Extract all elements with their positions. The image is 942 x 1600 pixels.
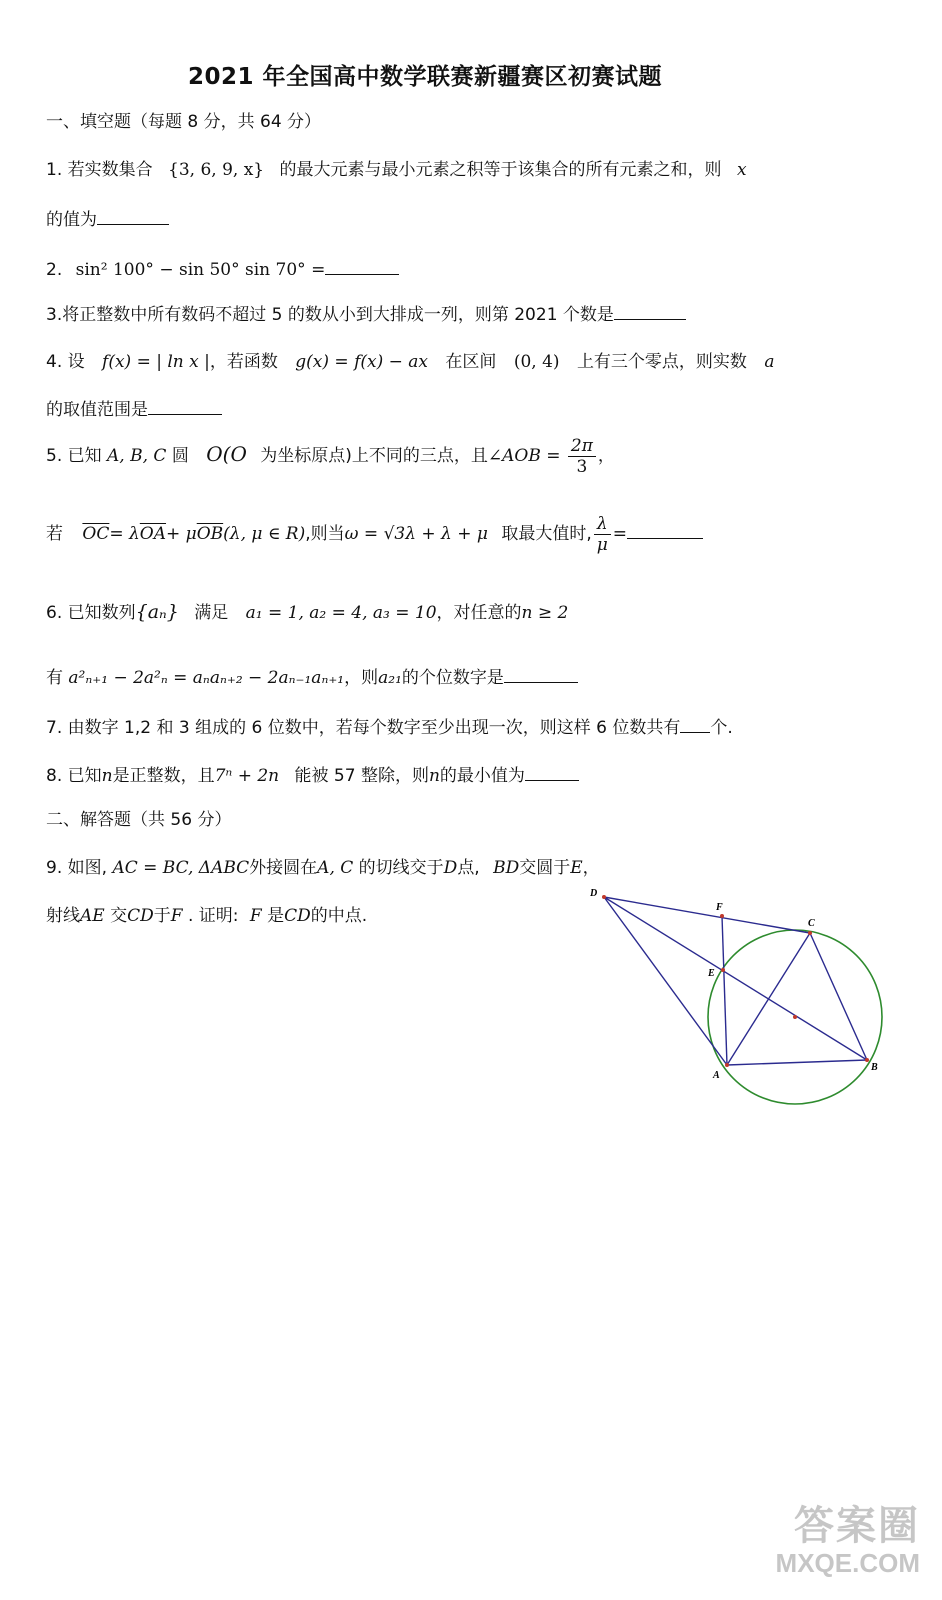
- point-d-dot: [602, 895, 606, 899]
- q9-points-ac: A, C: [317, 858, 354, 878]
- q9-text-j: 是: [267, 906, 285, 926]
- q5-angle: ∠AOB =: [487, 446, 561, 466]
- center-point: [793, 1015, 797, 1019]
- point-c-dot: [808, 931, 812, 935]
- q5-fraction-lambda-mu: [594, 514, 611, 555]
- question-2: [46, 258, 399, 282]
- q7-answer-blank: [680, 731, 710, 733]
- q5-answer-blank: [627, 537, 703, 539]
- question-1-cont: [46, 208, 169, 232]
- q8-text-b: 是正整数，且: [112, 766, 215, 786]
- question-5: [46, 432, 615, 478]
- q6-text-d: 有: [46, 668, 63, 688]
- question-5-cont: [46, 510, 703, 558]
- q5-eq2: =: [612, 524, 628, 544]
- question-1: [46, 158, 747, 182]
- q6-text-e: ，则: [344, 668, 379, 688]
- label-e: E: [708, 968, 715, 979]
- q5-text-c: 为坐标原点)上不同的三点，且: [260, 446, 488, 466]
- segment-db: [604, 897, 867, 1060]
- q5-fraction-2pi-3: [568, 436, 596, 477]
- segment-da: [604, 897, 727, 1065]
- segment-ab: [727, 1060, 867, 1065]
- q9-point-f: F: [170, 906, 183, 926]
- q8-var-n: n: [101, 766, 113, 786]
- q4-text-a: 4. 设: [46, 352, 85, 372]
- q9-text-d: 点,: [457, 858, 480, 878]
- q3-answer-blank: [614, 318, 686, 320]
- q1-answer-blank: [97, 223, 169, 225]
- q5-frac2-num: λ: [594, 514, 611, 535]
- q3-text: 3.将正整数中所有数码不超过 5 的数从小到大排成一列，则第 2021 个数是: [46, 305, 614, 325]
- q6-answer-blank: [504, 681, 578, 683]
- q1-set: {3, 6, 9, x}: [168, 160, 265, 180]
- q6-text-c: ，对任意的: [436, 603, 522, 623]
- q9-text-b: 外接圆在: [249, 858, 318, 878]
- q9-condition: AC = BC, ΔABC: [112, 858, 250, 878]
- q6-recurrence: a²ₙ₊₁ − 2a²ₙ = aₙaₙ₊₂ − 2aₙ₋₁aₙ₊₁: [68, 668, 345, 688]
- label-d: D: [590, 888, 598, 899]
- q6-a21: a₂₁: [378, 668, 402, 688]
- question-9-cont: [46, 904, 367, 928]
- q8-answer-blank: [525, 779, 579, 781]
- q6-initial-values: a₁ = 1, a₂ = 4, a₃ = 10: [245, 603, 437, 623]
- q8-text-c: 能被 57 整除，则: [294, 766, 429, 786]
- q4-var-a: a: [764, 352, 775, 372]
- q4-answer-blank: [148, 413, 222, 415]
- q4-text-e: 的取值范围是: [46, 400, 148, 420]
- question-8: [46, 764, 579, 788]
- q9-text-k: 的中点.: [310, 906, 368, 926]
- question-4-cont: [46, 398, 222, 422]
- q9-segment-cd: CD: [127, 906, 154, 926]
- question-4: [46, 350, 774, 374]
- q5-vector-oa: $\overline{OA}$: [139, 524, 167, 544]
- q4-interval: (0, 4): [513, 352, 560, 372]
- q4-text-c: 在区间: [445, 352, 497, 372]
- q9-segment-bd: BD: [493, 858, 520, 878]
- q5-condition: (λ, μ ∈ R): [223, 524, 306, 544]
- q5-frac-den: 3: [576, 456, 588, 477]
- q5-text-f: 取最大值时,: [501, 524, 592, 544]
- question-7: [46, 716, 733, 740]
- q9-point-d: D: [443, 858, 458, 878]
- q5-points: A, B, C: [107, 446, 167, 466]
- q5-frac2-den: μ: [596, 534, 608, 555]
- q4-text-b: ，若函数: [209, 352, 278, 372]
- point-a-dot: [725, 1063, 729, 1067]
- q5-text-a: 5. 已知: [46, 446, 102, 466]
- q4-text-d: 上有三个零点，则实数: [576, 352, 747, 372]
- q5-circle-o: O(O: [206, 442, 247, 466]
- q5-text-d: 若: [46, 524, 63, 544]
- ray-af: [722, 916, 727, 1065]
- q9-text-e: 交圆于: [519, 858, 571, 878]
- label-c: C: [808, 918, 815, 929]
- q5-vector-ob: $\overline{OB}$: [196, 524, 224, 544]
- label-b: B: [871, 1062, 878, 1073]
- q9-text-a: 9. 如图,: [46, 858, 108, 878]
- q9-text-f: 射线: [46, 906, 80, 926]
- watermark: [730, 1504, 920, 1594]
- point-f-dot: [720, 914, 724, 918]
- q5-text-b: 圆: [171, 446, 189, 466]
- q8-text-d: 的最小值为: [439, 766, 525, 786]
- q5-text-e: ,则当: [305, 524, 345, 544]
- page-title: 2021 年全国高中数学联赛新疆赛区初赛试题: [187, 64, 663, 90]
- q6-text-b: 满足: [194, 603, 229, 623]
- section-fill-in: 一、填空题（每题 8 分，共 64 分）: [46, 112, 322, 132]
- segment-ac: [727, 933, 810, 1065]
- q9-text-c: 的切线交于: [358, 858, 444, 878]
- q6-sequence: {aₙ}: [135, 601, 179, 623]
- q6-text-a: 6. 已知数列: [46, 603, 136, 623]
- question-9: [46, 856, 600, 880]
- q5-plus: + μ: [166, 524, 197, 544]
- q5-comma: ，: [597, 446, 615, 466]
- watermark-url: MXQE.COM: [775, 1548, 920, 1578]
- q9-comma: ，: [582, 858, 600, 878]
- q2-answer-blank: [325, 273, 399, 275]
- q1-text-c: 的值为: [46, 210, 97, 230]
- q2-expression: sin² 100° − sin 50° sin 70° =: [75, 260, 326, 280]
- q1-text-a: 1. 若实数集合: [46, 160, 153, 180]
- geometry-figure: [590, 880, 890, 1110]
- q5-eq1: = λ: [109, 524, 140, 544]
- q9-text-g: 交: [110, 906, 128, 926]
- q8-var-n-2: n: [428, 766, 440, 786]
- q8-text-a: 8. 已知: [46, 766, 102, 786]
- point-e-dot: [721, 968, 725, 972]
- segment-bc: [810, 933, 867, 1060]
- q6-text-f: 的个位数字是: [401, 668, 504, 688]
- q1-var-x: x: [736, 160, 747, 180]
- q6-condition: n ≥ 2: [521, 603, 569, 623]
- q5-frac-num: 2π: [568, 436, 596, 457]
- point-b-dot: [865, 1058, 869, 1062]
- label-a: A: [713, 1070, 720, 1081]
- q1-text-b: 的最大元素与最小元素之积等于该集合的所有元素之和，则: [279, 160, 722, 180]
- segment-dc: [604, 897, 810, 933]
- q9-segment-cd-2: CD: [284, 906, 311, 926]
- q7-text-b: 个.: [710, 718, 733, 738]
- q7-text-a: 7. 由数字 1,2 和 3 组成的 6 位数中，若每个数字至少出现一次，则这样 6 位数共有: [46, 718, 681, 738]
- section-solutions: 二、解答题（共 56 分）: [46, 810, 232, 830]
- q9-text-i: . 证明:: [187, 906, 239, 926]
- question-6-cont: [46, 666, 578, 690]
- q8-expression: 7ⁿ + 2n: [214, 766, 280, 786]
- q4-function-g: g(x) = f(x) − ax: [295, 352, 428, 372]
- q4-function-f: f(x) = | ln x |: [102, 352, 210, 372]
- q9-point-f-2: F: [249, 906, 262, 926]
- label-f: F: [716, 902, 723, 913]
- q9-text-h: 于: [153, 906, 171, 926]
- watermark-logo-text: 答案圈: [794, 1503, 920, 1549]
- question-6: [46, 600, 568, 625]
- q2-text-a: 2.: [46, 260, 63, 280]
- q9-point-e: E: [570, 858, 583, 878]
- question-3: [46, 303, 686, 327]
- q5-omega: ω = √3λ + λ + μ: [344, 524, 488, 544]
- q5-vector-oc: $\overline{OC}$: [82, 524, 110, 544]
- q9-ray-ae: AE: [80, 906, 105, 926]
